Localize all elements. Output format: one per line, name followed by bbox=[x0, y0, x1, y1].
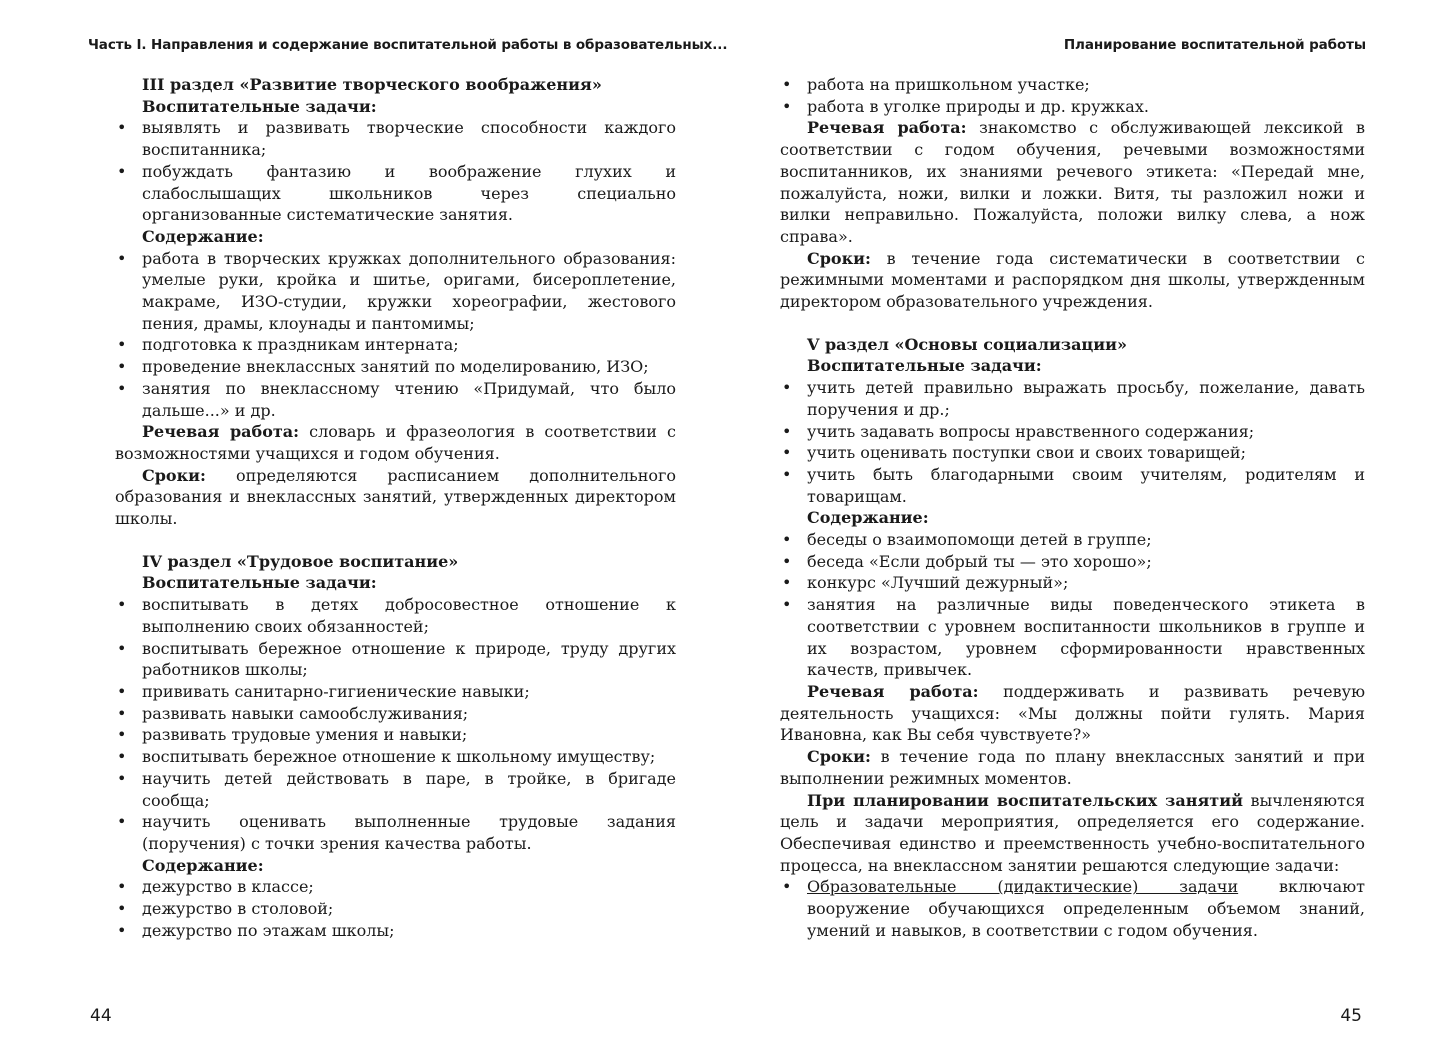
section-3-terms-paragraph bbox=[115, 465, 676, 530]
list-item: • выявлять и развивать творческие способности каждого воспитанника; bbox=[115, 117, 676, 160]
list-item: • работа в творческих кружках дополнительного образования: умелые руки, кройка и шитье, оригами, бисероплетение, макраме, ИЗО-студии, кружки хореографии, жестового пения, драмы, клоунады и пантомимы; bbox=[115, 248, 676, 335]
list-item: • научить оценивать выполненные трудовые задания (поручения) с точки зрения качества работы. bbox=[115, 811, 676, 854]
section-5-title: V раздел «Основы социализации» bbox=[807, 334, 1127, 354]
section-3-content-label: Содержание: bbox=[142, 226, 264, 246]
list-item: • беседы о взаимопомощи детей в группе; bbox=[780, 529, 1365, 551]
section-4-content-list-continued bbox=[780, 74, 1365, 117]
speech-label: Речевая работа: bbox=[807, 118, 967, 138]
edu-tasks-text: включают вооружение обучающихся определенным объемом знаний, умений и навыков, в соответствии с годом обучения. bbox=[807, 877, 1365, 940]
section-4-speech-paragraph bbox=[780, 117, 1365, 247]
list-item: • научить детей действовать в паре, в тройке, в бригаде сообща; bbox=[115, 768, 676, 811]
section-4-title: IV раздел «Трудовое воспитание» bbox=[142, 551, 459, 571]
edu-tasks-label: Образовательные (дидактические) задачи bbox=[807, 877, 1239, 897]
section-5-content-list bbox=[780, 529, 1365, 681]
terms-label: Сроки: bbox=[807, 747, 871, 767]
section-5-content-label: Содержание: bbox=[807, 508, 929, 528]
list-item: • побуждать фантазию и воображение глухих и слабослышащих школьников через специально организованные систематические занятия. bbox=[115, 161, 676, 226]
list-item: • учить задавать вопросы нравственного содержания; bbox=[780, 421, 1365, 443]
list-item: • работа на пришкольном участке; bbox=[780, 74, 1365, 96]
running-head-left: Часть I. Направления и содержание воспитательной работы в образовательных... bbox=[88, 37, 728, 53]
section-3-tasks-label: Воспитательные задачи: bbox=[142, 96, 377, 116]
section-4-tasks-list bbox=[115, 594, 676, 854]
section-3-tasks-list bbox=[115, 117, 676, 226]
speech-label: Речевая работа: bbox=[807, 681, 979, 701]
section-4-content-label: Содержание: bbox=[142, 855, 264, 875]
section-5-tasks-list bbox=[780, 377, 1365, 507]
terms-text: определяются расписанием дополнительного образования и внеклассных занятий, утвержденных директором школы. bbox=[115, 465, 677, 529]
list-item: • занятия на различные виды поведенческого этикета в соответствии с уровнем воспитанности школьников в группе и их возрастом, уровнем сформированности нравственных качеств, привычек. bbox=[780, 594, 1365, 681]
planning-paragraph bbox=[780, 790, 1365, 877]
section-4-terms-paragraph bbox=[780, 248, 1365, 313]
list-item: • воспитывать в детях добросовестное отношение к выполнению своих обязанностей; bbox=[115, 594, 676, 637]
planning-text: вычленяются цель и задачи мероприятия, определяется его содержание. Обеспечивая единство и преемственность учебно-воспитательного процесса, на внеклассном занятии решаются следующие задачи: bbox=[780, 790, 1366, 875]
list-item: • учить детей правильно выражать просьбу, пожелание, давать поручения и др.; bbox=[780, 377, 1365, 420]
list-item: • воспитывать бережное отношение к природе, труду других работников школы; bbox=[115, 638, 676, 681]
section-5-terms-paragraph bbox=[780, 746, 1365, 789]
list-item: • занятия по внеклассному чтению «Придумай, что было дальше...» и др. bbox=[115, 378, 676, 421]
list-item: • подготовка к праздникам интерната; bbox=[115, 334, 676, 356]
list-item: • дежурство в классе; bbox=[115, 876, 676, 898]
planning-label: При планировании воспитательских занятий bbox=[807, 790, 1243, 810]
terms-label: Сроки: bbox=[807, 248, 871, 268]
list-item: • учить оценивать поступки свои и своих товарищей; bbox=[780, 442, 1365, 464]
section-4-tasks-label: Воспитательные задачи: bbox=[142, 573, 377, 593]
list-item: • конкурс «Лучший дежурный»; bbox=[780, 572, 1365, 594]
section-3-content-list bbox=[115, 248, 676, 422]
right-page bbox=[722, 0, 1444, 1045]
list-item: • воспитывать бережное отношение к школьному имуществу; bbox=[115, 746, 676, 768]
page-number-right: 45 bbox=[1340, 1006, 1362, 1026]
list-item bbox=[780, 876, 1365, 941]
section-4-content-list bbox=[115, 876, 676, 941]
terms-text: в течение года по плану внеклассных занятий и при выполнении режимных моментов. bbox=[780, 747, 1365, 788]
left-column bbox=[115, 74, 676, 941]
right-column bbox=[780, 74, 1365, 941]
list-item: • работа в уголке природы и др. кружках. bbox=[780, 96, 1365, 118]
list-item: • развивать навыки самообслуживания; bbox=[115, 703, 676, 725]
list-item: • учить быть благодарными своим учителям, родителям и товарищам. bbox=[780, 464, 1365, 507]
list-item: • прививать санитарно-гигиенические навыки; bbox=[115, 681, 676, 703]
list-item: • дежурство в столовой; bbox=[115, 898, 676, 920]
speech-text: поддерживать и развивать речевую деятельность учащихся: «Мы должны пойти гулять. Мария Ивановна, как Вы себя чувствуете?» bbox=[780, 681, 1366, 745]
list-item: • проведение внеклассных занятий по моделированию, ИЗО; bbox=[115, 356, 676, 378]
list-item: • дежурство по этажам школы; bbox=[115, 920, 676, 942]
section-5-speech-paragraph bbox=[780, 681, 1365, 746]
educational-tasks-list bbox=[780, 876, 1365, 941]
speech-text: словарь и фразеология в соответствии с возможностями учащихся и годом обучения. bbox=[115, 422, 676, 463]
speech-label: Речевая работа: bbox=[142, 422, 300, 442]
list-item: • беседа «Если добрый ты — это хорошо»; bbox=[780, 551, 1365, 573]
terms-text: в течение года систематически в соответствии с режимными моментами и распорядком дня школы, утвержденным директором образовательного учреждения. bbox=[780, 248, 1365, 312]
running-head-right: Планирование воспитательной работы bbox=[1063, 37, 1366, 53]
section-3-title: III раздел «Развитие творческого воображения» bbox=[142, 75, 602, 94]
page-number-left: 44 bbox=[90, 1006, 112, 1026]
section-3-speech-paragraph bbox=[115, 421, 676, 464]
list-item: • развивать трудовые умения и навыки; bbox=[115, 724, 676, 746]
terms-label: Сроки: bbox=[142, 465, 206, 485]
section-5-tasks-label: Воспитательные задачи: bbox=[807, 356, 1042, 376]
speech-text: знакомство с обслуживающей лексикой в соответствии с годом обучения, речевыми возможностями воспитанников, их знаниями речевого этикета: «Передай мне, пожалуйста, ножи, вилки и ложки. Витя, ты разложил ножи и вилки неправильно. Пожалуйста, положи вилку слева, а нож справа». bbox=[780, 118, 1366, 246]
